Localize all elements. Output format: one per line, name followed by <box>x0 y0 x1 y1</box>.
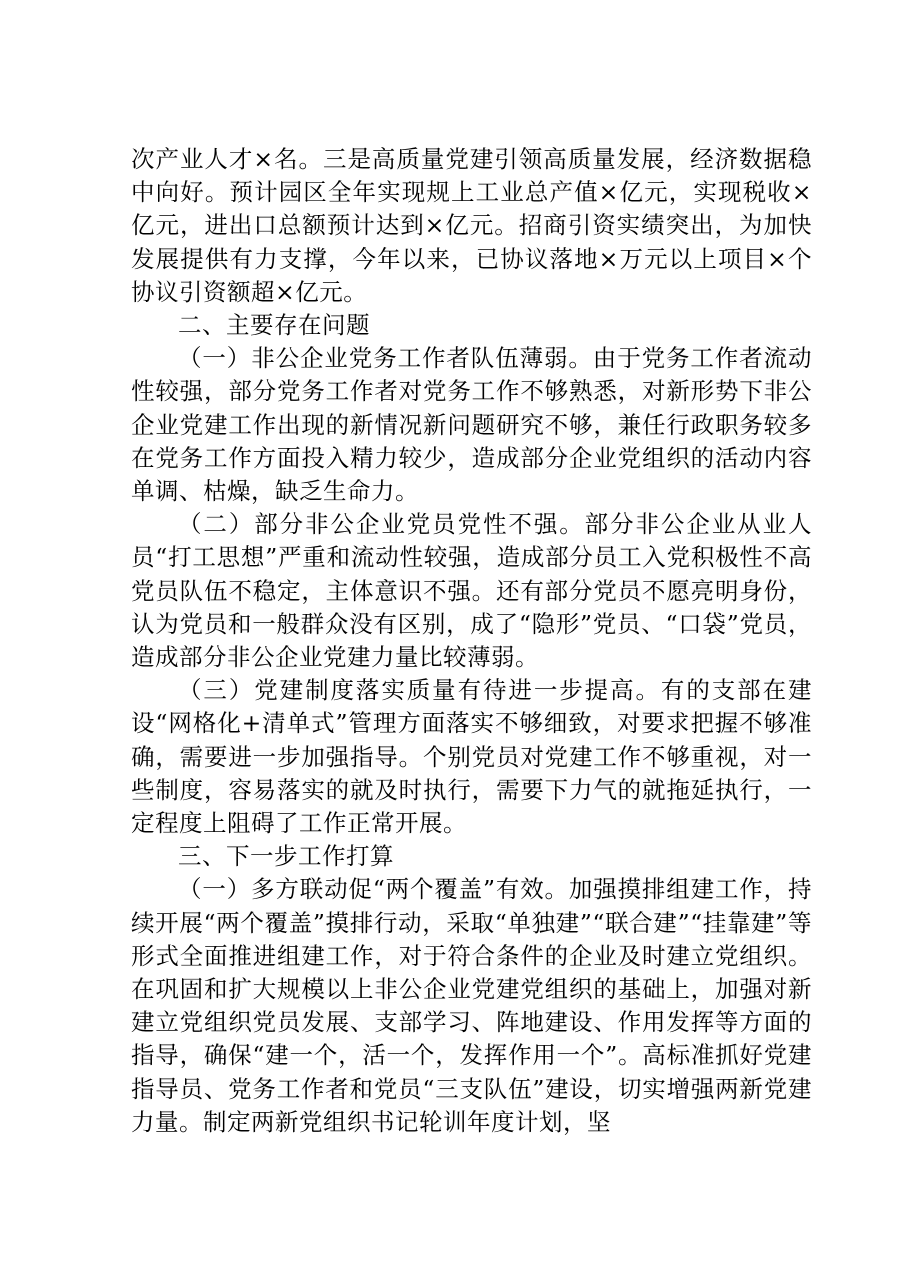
problem-paragraph-1: （一）非公企业党务工作者队伍薄弱。由于党务工作者流动性较强，部分党务工作者对党务工作不够熟悉，对新形势下非公企业党建工作出现的新情况新问题研究不够，兼任行政职务较多在党务工作方面投入精力较少，造成部分企业党组织的活动内容单调、枯燥，缺乏生命力。 <box>131 344 812 506</box>
section-heading-next-steps: 三、下一步工作打算 <box>178 842 394 871</box>
plan-paragraph-1: （一）多方联动促“两个覆盖”有效。加强摸排组建工作，持续开展“两个覆盖”摸排行动，采取“单独建”“联合建”“挂靠建”等形式全面推进组建工作，对于符合条件的企业及时建立党组织。在巩固和扩大规模以上非公企业党建党组织的基础上，加强对新建立党组织党员发展、支部学习、阵地建设、作用发挥等方面的指导，确保“建一个，活一个，发挥作用一个”。高标准抓好党建指导员、党务工作者和党员“三支队伍”建设，切实增强两新党建力量。制定两新党组织书记轮训年度计划，坚 <box>131 875 812 1136</box>
continuation-paragraph: 次产业人才×名。三是高质量党建引领高质量发展，经济数据稳中向好。预计园区全年实现规上工业总产值×亿元，实现税收×亿元，进出口总额预计达到×亿元。招商引资实绩突出，为加快发展提供有力支撑，今年以来，已协议落地×万元以上项目×个协议引资额超×亿元。 <box>131 145 812 306</box>
problem-paragraph-2: （二）部分非公企业党员党性不强。部分非公企业从业人员“打工思想”严重和流动性较强，造成部分员工入党积极性不高党员队伍不稳定，主体意识不强。还有部分党员不愿亮明身份，认为党员和一般群众没有区别，成了“隐形”党员、“口袋”党员，造成部分非公企业党建力量比较薄弱。 <box>131 510 812 672</box>
problem-paragraph-3: （三）党建制度落实质量有待进一步提高。有的支部在建设“网格化+清单式”管理方面落实不够细致，对要求把握不够准确，需要进一步加强指导。个别党员对党建工作不够重视，对一些制度，容易落实的就及时执行，需要下力气的就拖延执行，一定程度上阻碍了工作正常开展。 <box>131 676 812 838</box>
document-page <box>131 143 812 1139</box>
section-heading-problems: 二、主要存在问题 <box>178 311 370 340</box>
